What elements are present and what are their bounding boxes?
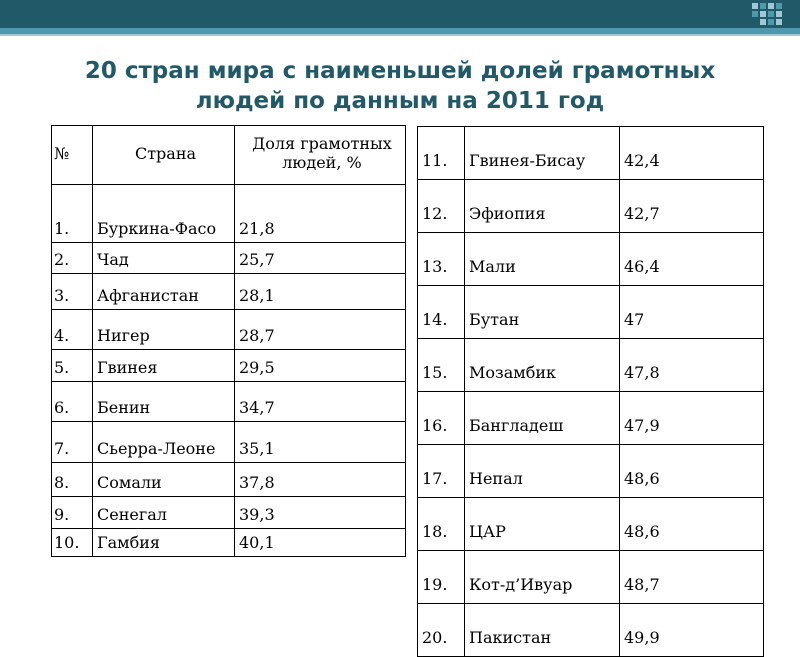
row-number: 17. (418, 445, 465, 498)
row-value: 48,6 (620, 498, 764, 551)
row-country: Сомали (93, 463, 235, 497)
table-row (52, 243, 406, 274)
row-value: 28,7 (235, 310, 406, 350)
row-country: Бангладеш (465, 392, 620, 445)
row-value: 34,7 (235, 382, 406, 422)
row-number: 6. (52, 382, 93, 422)
row-value: 39,3 (235, 497, 406, 529)
row-country: Гвинея-Бисау (465, 127, 620, 180)
row-country: Непал (465, 445, 620, 498)
row-number: 11. (418, 127, 465, 180)
table-row (418, 233, 764, 286)
row-country: Гвинея (93, 350, 235, 382)
table-row (418, 392, 764, 445)
row-value: 46,4 (620, 233, 764, 286)
row-country: Бенин (93, 382, 235, 422)
table-row (418, 604, 764, 657)
header-num: № (52, 126, 93, 185)
row-country: Бутан (465, 286, 620, 339)
row-value: 25,7 (235, 243, 406, 274)
table-row (52, 350, 406, 382)
row-country: Гамбия (93, 529, 235, 557)
row-number: 2. (52, 243, 93, 274)
row-number: 15. (418, 339, 465, 392)
row-value: 21,8 (235, 185, 406, 243)
table-row (52, 463, 406, 497)
header-share: Доля грамотных людей, % (235, 126, 406, 185)
header-band (0, 0, 800, 28)
row-country: ЦАР (465, 498, 620, 551)
row-country: Нигер (93, 310, 235, 350)
table-row (418, 339, 764, 392)
header-thin-stripe (0, 34, 800, 36)
table-row (52, 310, 406, 350)
row-country: Пакистан (465, 604, 620, 657)
decorative-squares (752, 3, 792, 31)
row-value: 47 (620, 286, 764, 339)
table-row (52, 382, 406, 422)
row-country: Сенегал (93, 497, 235, 529)
table-row (418, 498, 764, 551)
row-country: Мозамбик (465, 339, 620, 392)
row-country: Буркина-Фасо (93, 185, 235, 243)
row-number: 16. (418, 392, 465, 445)
page-title: 20 стран мира с наименьшей долей грамотных людей по данным на 2011 год (84, 58, 716, 114)
row-value: 29,5 (235, 350, 406, 382)
table-row (418, 286, 764, 339)
row-number: 3. (52, 274, 93, 310)
row-number: 20. (418, 604, 465, 657)
row-value: 28,1 (235, 274, 406, 310)
row-number: 5. (52, 350, 93, 382)
literacy-table-left (51, 125, 406, 557)
row-number: 9. (52, 497, 93, 529)
table-row (418, 180, 764, 233)
row-value: 37,8 (235, 463, 406, 497)
row-country: Кот-д’Ивуар (465, 551, 620, 604)
table-row (418, 127, 764, 180)
row-value: 48,6 (620, 445, 764, 498)
row-number: 4. (52, 310, 93, 350)
row-value: 35,1 (235, 422, 406, 463)
table-header-row (52, 126, 406, 185)
row-number: 13. (418, 233, 465, 286)
table-row (52, 529, 406, 557)
literacy-table-right (417, 126, 764, 657)
row-country: Эфиопия (465, 180, 620, 233)
row-country: Афганистан (93, 274, 235, 310)
table-row (52, 497, 406, 529)
row-number: 18. (418, 498, 465, 551)
row-number: 12. (418, 180, 465, 233)
row-number: 14. (418, 286, 465, 339)
header-country: Страна (93, 126, 235, 185)
row-value: 49,9 (620, 604, 764, 657)
row-country: Чад (93, 243, 235, 274)
table-row (52, 185, 406, 243)
row-value: 42,4 (620, 127, 764, 180)
row-number: 8. (52, 463, 93, 497)
row-value: 42,7 (620, 180, 764, 233)
table-row (52, 274, 406, 310)
row-country: Сьерра-Леоне (93, 422, 235, 463)
table-row (418, 551, 764, 604)
row-number: 7. (52, 422, 93, 463)
row-country: Мали (465, 233, 620, 286)
row-number: 1. (52, 185, 93, 243)
row-number: 10. (52, 529, 93, 557)
table-row (418, 445, 764, 498)
row-value: 48,7 (620, 551, 764, 604)
row-value: 40,1 (235, 529, 406, 557)
table-row (52, 422, 406, 463)
row-value: 47,9 (620, 392, 764, 445)
row-number: 19. (418, 551, 465, 604)
row-value: 47,8 (620, 339, 764, 392)
